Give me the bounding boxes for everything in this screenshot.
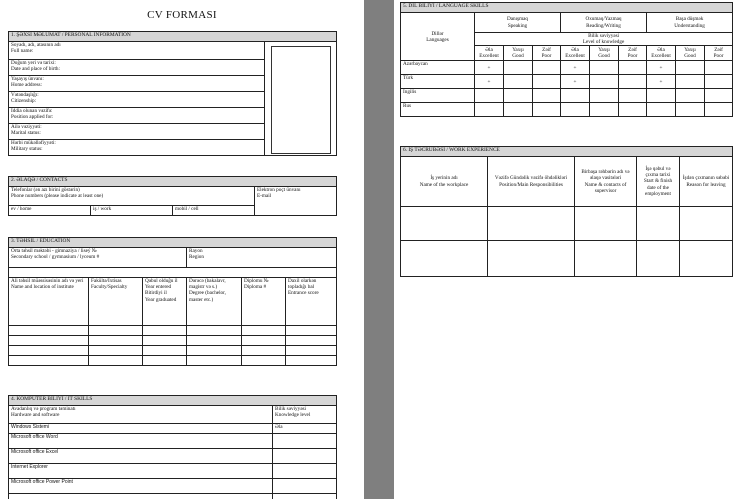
field-label-az: Soyadı, adı, atasının adı: [11, 42, 61, 48]
language-name: Azərbaycan: [401, 61, 475, 75]
education-column-line: Entrance score: [288, 290, 319, 297]
personal-field-label: [9, 108, 265, 124]
education-column-line: Year graduated: [145, 296, 177, 303]
language-mark: +: [561, 75, 590, 89]
photo-placeholder: [271, 46, 331, 154]
field-label-az: Yaşayış ünvanı:: [11, 76, 44, 82]
education-cell: [242, 326, 286, 336]
personal-field-label: [9, 76, 265, 92]
work-experience-column-header: [680, 157, 733, 207]
education-cell: [286, 356, 337, 366]
language-mark: [533, 75, 561, 89]
personal-field-label: [9, 124, 265, 140]
education-column-header: [143, 278, 187, 326]
work-column-line: Name & contacts of supervisor: [584, 181, 627, 194]
education-cell: [143, 346, 187, 356]
grade-label-en: Poor: [627, 53, 638, 60]
language-mark: [475, 103, 504, 117]
education-cell: [143, 356, 187, 366]
grade-header: [561, 46, 590, 61]
field-label-az: Ailə vəziyyəti:: [11, 124, 42, 130]
field-label-az: Doğum yeri və tarixi:: [11, 60, 56, 66]
education-cell: [286, 326, 337, 336]
work-experience-column-header: [575, 157, 637, 207]
secondary-school-label: Orta təhsil məktəbi - gimnaziya / liseý № Secondary school / gymnasium / lyceum #: [9, 248, 187, 268]
field-label-en: Citizenship:: [11, 98, 37, 105]
grade-header: [475, 46, 504, 61]
work-column-line: Start & finish date of the employment: [643, 178, 673, 197]
education-cell: [187, 346, 242, 356]
work-column-line: İşdən çıxmanın səbəbi: [682, 175, 730, 182]
work-experience-cell: [488, 207, 575, 241]
contacts-header: 2. ƏLAQƏ / CONTACTS: [9, 177, 337, 187]
grade-label-en: Poor: [713, 53, 724, 60]
it-skill-item: Microsoft office Word: [9, 434, 273, 449]
language-skill-header: [561, 13, 647, 33]
language-mark: [504, 75, 533, 89]
field-label-az: Vətəndaşlığı:: [11, 92, 39, 98]
work-column-line: Reason for leaving: [686, 181, 726, 188]
it-skill-level: [273, 494, 337, 499]
language-mark: [504, 61, 533, 75]
field-label-en: Full name:: [11, 48, 34, 55]
language-mark: +: [561, 61, 590, 75]
education-header: 3. TƏHSİL / EDUCATION: [9, 238, 337, 248]
skill-label-az: Oxumaq/Yazmaq: [585, 16, 622, 23]
grade-header: [676, 46, 705, 61]
education-column-line: Ali təhsil müəssisəsinin adı və yeri: [11, 278, 84, 284]
education-column-line: Qəbul olduğu il: [145, 278, 178, 284]
field-label-en: Date and place of birth:: [11, 66, 60, 73]
education-cell: [9, 356, 89, 366]
phone-cell-label: mobil / cell: [173, 206, 255, 216]
work-experience-column-header: [401, 157, 488, 207]
cv-page-right: [394, 0, 736, 499]
language-name: İngilis: [401, 89, 475, 103]
education-column-header: [242, 278, 286, 326]
cv-page-left: [0, 0, 364, 499]
education-cell: [9, 326, 89, 336]
personal-field-label: [9, 42, 265, 60]
language-mark: +: [647, 61, 676, 75]
education-cell: [242, 336, 286, 346]
language-name: Rus: [401, 103, 475, 117]
language-name: Türk: [401, 75, 475, 89]
work-experience-cell: [637, 241, 680, 277]
education-cell: [187, 336, 242, 346]
language-mark: [561, 103, 590, 117]
education-cell: [9, 336, 89, 346]
education-cell: [242, 346, 286, 356]
field-label-az: İddia olunan vəzifə:: [11, 108, 53, 114]
language-mark: +: [475, 75, 504, 89]
grade-label-az: Yaxşı: [598, 47, 610, 54]
education-column-line: Degree (bachelor, master etc.): [189, 290, 226, 303]
education-column-line: Bitirdiyi il: [145, 290, 167, 297]
language-mark: [590, 61, 619, 75]
language-mark: [705, 61, 733, 75]
skill-label-az: Danışmaq: [506, 16, 529, 23]
it-skill-item: Microsoft office Power Point: [9, 479, 273, 494]
education-spacer-row: [9, 268, 337, 278]
education-column-line: Diplomu №: [244, 278, 269, 284]
it-skill-item: Windows Sistemi: [9, 424, 273, 434]
field-label-az: Hərbi mükəlləfiyyəti:: [11, 140, 56, 146]
work-experience-cell: [401, 241, 488, 277]
personal-info-table: [8, 31, 337, 156]
language-mark: +: [475, 61, 504, 75]
hardware-software-label: Avadanlıq və program təminatı Hardware and software: [9, 406, 273, 424]
work-experience-cell: [488, 241, 575, 277]
education-cell: [286, 336, 337, 346]
personal-field-label: [9, 140, 265, 156]
work-experience-column-header: [637, 157, 680, 207]
contacts-table: [8, 176, 337, 216]
grade-label-az: Zəif: [628, 47, 637, 54]
language-mark: [590, 89, 619, 103]
work-experience-table: [400, 146, 733, 277]
language-mark: [676, 75, 705, 89]
work-experience-cell: [637, 207, 680, 241]
grade-label-az: Əla: [571, 47, 579, 54]
skill-label-en: Speaking: [507, 22, 528, 29]
grade-header: [647, 46, 676, 61]
it-skill-item: Internet Explorer: [9, 464, 273, 479]
grade-label-az: Zəif: [714, 47, 723, 54]
field-label-en: Marital status:: [11, 130, 41, 137]
grade-label-en: Poor: [541, 53, 552, 60]
grade-label-az: Əla: [485, 47, 493, 54]
phone-home-label: ev / home: [9, 206, 91, 216]
language-mark: [619, 61, 647, 75]
knowledge-level-label: Bilik səviyyəsi Knowledge level: [273, 406, 337, 424]
grade-label-en: Excellent: [479, 53, 499, 60]
skill-label-en: Understanding: [674, 22, 705, 29]
work-column-line: Vəzifə Gündəlik vəzifə öhdəlikləri: [494, 175, 568, 182]
education-column-line: Faculty/Specialty: [91, 284, 128, 291]
grade-label-en: Excellent: [565, 53, 585, 60]
language-mark: [647, 103, 676, 117]
education-column-line: Diploma #: [244, 284, 267, 291]
work-experience-cell: [680, 207, 733, 241]
education-column-line: Daxil olarkən topladığı bal: [288, 278, 317, 291]
grade-label-en: Good: [512, 53, 524, 60]
language-mark: [533, 61, 561, 75]
it-skill-item: Microsoft office Excel: [9, 449, 273, 464]
field-label-en: Military status:: [11, 146, 43, 153]
document-title: CV FORMASI: [147, 9, 217, 21]
it-skill-level: [273, 479, 337, 494]
language-mark: [504, 103, 533, 117]
education-cell: [187, 356, 242, 366]
grade-header: [504, 46, 533, 61]
field-label-en: Home address:: [11, 82, 42, 89]
language-mark: [647, 89, 676, 103]
it-skills-table: [8, 395, 337, 499]
level-of-knowledge-label: Bilik səviyyəsi Level of knowledge: [475, 33, 733, 46]
education-column-header: [286, 278, 337, 326]
language-mark: [619, 89, 647, 103]
work-experience-header: 6. İŞ TƏCRÜBƏSİ / WORK EXPERIENCE: [401, 147, 733, 157]
grade-label-az: Zəif: [542, 47, 551, 54]
education-cell: [286, 346, 337, 356]
languages-column-label: Dillər Languages: [401, 13, 475, 61]
education-cell: [89, 336, 143, 346]
language-mark: [705, 89, 733, 103]
personal-field-label: [9, 60, 265, 76]
grade-label-en: Good: [598, 53, 610, 60]
work-column-line: Position/Main Responsibilities: [499, 181, 563, 188]
grade-label-az: Yaxşı: [684, 47, 696, 54]
language-mark: [590, 75, 619, 89]
language-mark: [533, 103, 561, 117]
work-column-line: İşə qəbul və çıxma tarixi: [645, 165, 671, 179]
personal-field-label: [9, 92, 265, 108]
photo-cell: [265, 42, 337, 156]
work-experience-cell: [401, 207, 488, 241]
work-experience-cell: [680, 241, 733, 277]
work-column-line: Birbaşa rəhbərin adı və əlaqə vasitələri: [581, 169, 630, 182]
education-table: [8, 237, 337, 366]
grade-label-en: Excellent: [651, 53, 671, 60]
education-column-line: Year entered: [145, 284, 172, 291]
language-mark: [533, 89, 561, 103]
work-experience-cell: [575, 207, 637, 241]
it-skill-level: [273, 464, 337, 479]
language-mark: [475, 89, 504, 103]
skill-label-en: Reading/Writing: [586, 22, 621, 29]
language-mark: [561, 89, 590, 103]
language-mark: [705, 103, 733, 117]
personal-info-header: 1. ŞƏXSİ MƏLUMAT / PERSONAL INFORMATION: [9, 32, 337, 42]
language-mark: [676, 89, 705, 103]
language-mark: +: [647, 75, 676, 89]
education-column-header: [9, 278, 89, 326]
language-mark: [705, 75, 733, 89]
education-cell: [143, 326, 187, 336]
grade-label-en: Good: [684, 53, 696, 60]
it-skill-level: [273, 449, 337, 464]
language-skills-header: 5. DİL BİLİYİ / LANGUAGE SKILLS: [401, 3, 733, 13]
education-column-line: Name and location of institute: [11, 284, 74, 291]
work-experience-cell: [575, 241, 637, 277]
education-cell: [9, 346, 89, 356]
education-cell: [242, 356, 286, 366]
phone-numbers-label: Telefonlar (ən azı birini göstərin) Phone numbers (please indicate at least one): [9, 187, 255, 206]
language-skill-header: [647, 13, 733, 33]
grade-label-az: Əla: [657, 47, 665, 54]
education-column-header: [187, 278, 242, 326]
language-mark: [676, 61, 705, 75]
education-cell: [143, 336, 187, 346]
work-experience-column-header: [488, 157, 575, 207]
it-skill-level: Əla: [273, 424, 337, 434]
language-mark: [619, 75, 647, 89]
email-label: Elektron poçt ünvanı E-mail: [255, 187, 337, 216]
language-mark: [504, 89, 533, 103]
work-column-line: Name of the workplace: [419, 181, 469, 188]
education-column-line: Dərəcə (bakalavr, magistr və s.): [189, 278, 226, 291]
education-cell: [89, 346, 143, 356]
education-column-header: [89, 278, 143, 326]
region-label: Rayon Region: [187, 248, 337, 268]
phone-work-label: iş / work: [91, 206, 173, 216]
grade-header: [619, 46, 647, 61]
language-skill-header: [475, 13, 561, 33]
field-label-en: Position applied for:: [11, 114, 54, 121]
skill-label-az: Başa düşmək: [675, 16, 704, 23]
grade-header: [705, 46, 733, 61]
grade-label-az: Yaxşı: [512, 47, 524, 54]
it-skill-item: [9, 494, 273, 499]
education-cell: [89, 356, 143, 366]
grade-header: [590, 46, 619, 61]
language-skills-table: [400, 2, 733, 117]
it-skill-level: [273, 434, 337, 449]
grade-header: [533, 46, 561, 61]
it-skills-header: 4. KOMPÜTER BİLİYİ / IT SKILLS: [9, 396, 337, 406]
education-cell: [89, 326, 143, 336]
language-mark: [590, 103, 619, 117]
language-mark: [619, 103, 647, 117]
education-cell: [187, 326, 242, 336]
work-column-line: İş yerinin adı: [430, 175, 458, 182]
education-column-line: Fakültə/İxtisas: [91, 278, 122, 284]
language-mark: [676, 103, 705, 117]
